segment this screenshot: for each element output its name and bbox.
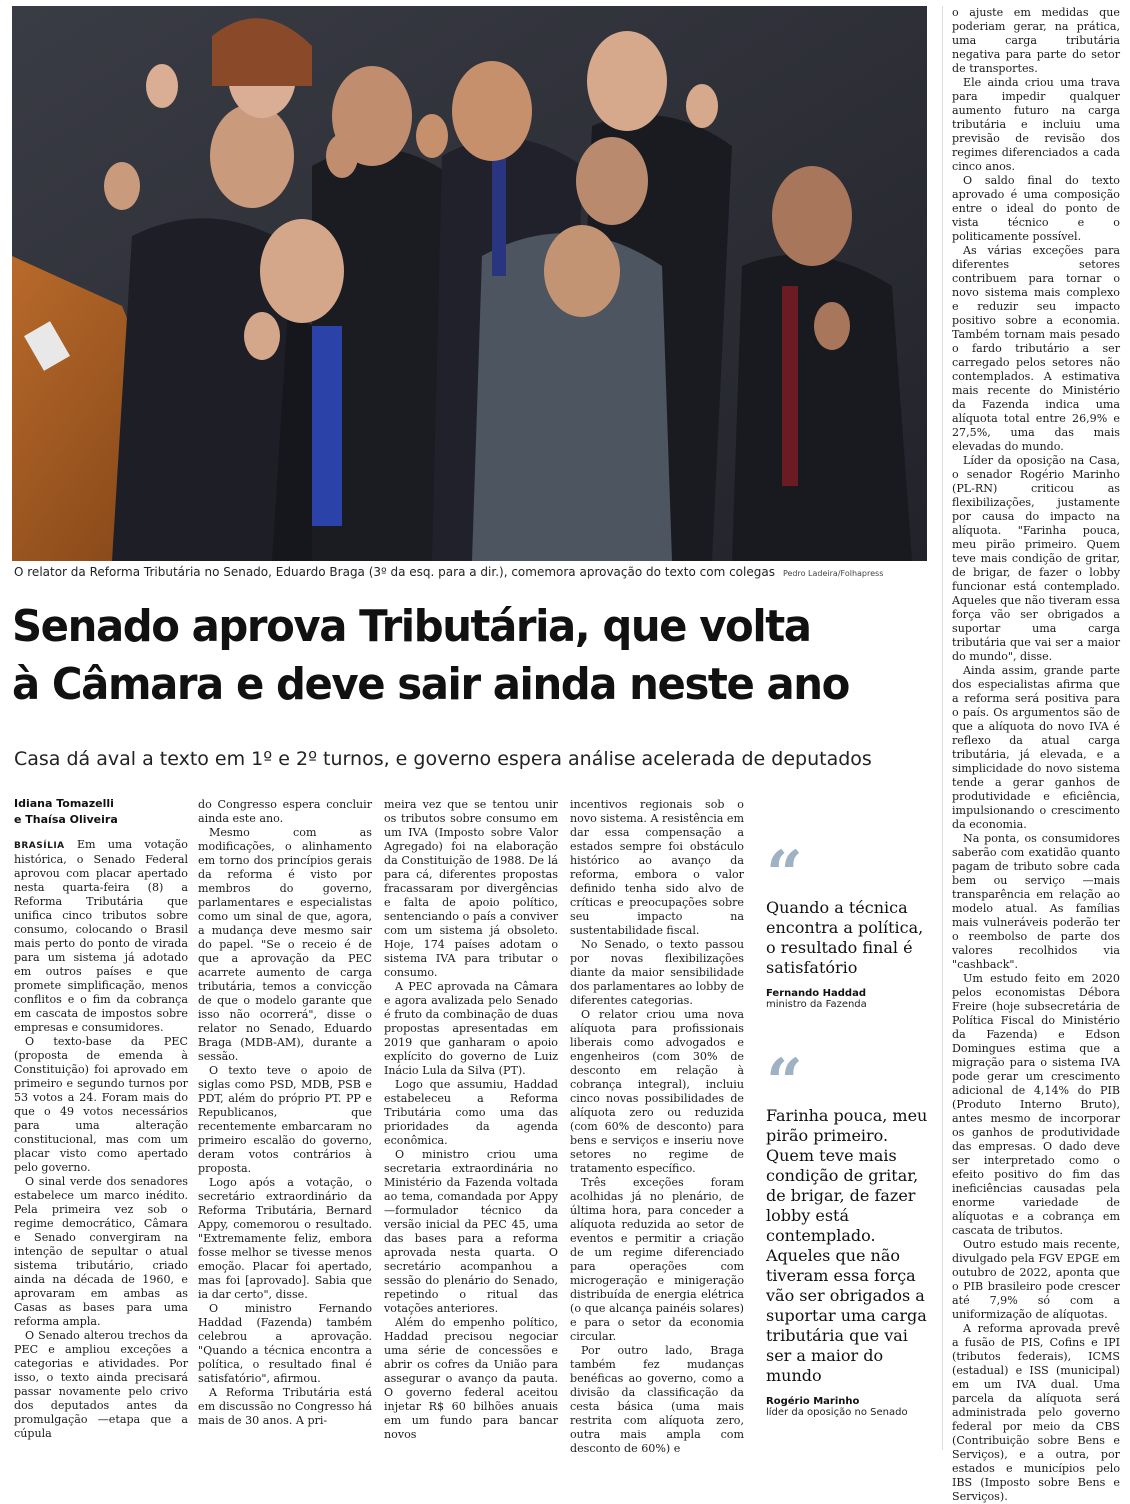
paragraph: Logo após a votação, o secretário extraordinário da Reforma Tributária, Bernard Appy, comemorou o resultado. "Extremamente feliz, embora fosse melhor se tivesse menos emoção. Placar foi apertado, mas foi [aprovado]. Sabia que ia dar certo", disse. [198, 1176, 372, 1301]
pull-quote-haddad [766, 837, 936, 1010]
paragraph: meira vez que se tentou unir os tributos sobre consumo em um IVA (Imposto sobre Valor Agregado) foi na elaboração da Constituição de 1988. De lá para cá, diferentes propostas fracassaram por divergências e falta de apoio político, sentenciando o país a conviver com um sistema já obsoleto. Hoje, 174 países adotam o sistema IVA para tributar o consumo. [384, 798, 558, 979]
paragraph: Líder da oposição na Casa, o senador Rogério Marinho (PL-RN) criticou as flexibilizações, justamente por causa do impacto na alíquota. "Farinha pouca, meu pirão primeiro. Quem teve mais condição de gritar, de brigar, de fazer o lobby funcionar está contemplado. Aqueles que não tiveram essa força vão ser obrigados a suportar uma carga tributária que vai ser a maior do mundo", disse. [952, 454, 1120, 663]
subheadline: Casa dá aval a texto em 1º e 2º turnos, e governo espera análise acelerada de deputados [14, 748, 872, 770]
paragraph: No Senado, o texto passou por novas flexibilizações diante da maior sensibilidade dos parlamentares ao lobby de diferentes categorias. [570, 938, 744, 1007]
photo-credit: Pedro Ladeira/Folhapress [782, 569, 884, 578]
paragraph: A PEC aprovada na Câmara e agora avalizada pelo Senado é fruto da combinação de duas propostas apresentadas em 2019 que ganharam o apoio explícito do governo de Luiz Inácio Lula da Silva (PT). [384, 980, 558, 1077]
quote-author: Fernando Haddad [766, 988, 866, 999]
photo-caption [14, 565, 929, 579]
paragraph: O relator criou uma nova alíquota para profissionais liberais como advogados e engenheiros (com 30% de desconto em relação à cobrança integral), incluiu cinco novas possibilidades de alíquota zero ou reduzida (com 60% de desconto) para bens e serviços e inseriu nove setores no regime de tratamento específico. [570, 1008, 744, 1175]
paragraph: Ainda assim, grande parte dos especialistas afirma que a reforma será positiva para o país. Os argumentos são de que a alíquota do novo IVA é reflexo da atual carga tributária, já elevada, e a simplicidade do novo sistema tende a gerar ganhos de produtividade e eficiência, impulsionando o crescimento da economia. [952, 664, 1120, 831]
paragraph: A reforma aprovada prevê a fusão de PIS, Cofins e IPI (tributos federais), ICMS (estadual) e ISS (municipal) em um IVA dual. Uma parcela da alíquota será administrada pelo governo federal por meio da CBS (Contribuição sobre Bens e Serviços), e a outra, por estados e municípios pelo IBS (Imposto sobre Bens e Serviços). [952, 1322, 1120, 1503]
paragraph: As várias exceções para diferentes setores contribuem para tornar o novo sistema mais complexo e reduzir seu impacto positivo sobre a economia. Também tornam mais pesado o fardo tributário a ser carregado pelos setores não contemplados. A estimativa mais recente do Ministério da Fazenda indica uma alíquota total entre 26,9% e 27,5%, uma das mais elevadas do mundo. [952, 244, 1120, 453]
paragraph: o ajuste em medidas que poderiam gerar, na prática, uma carga tributária negativa para parte do setor de transportes. [952, 6, 1120, 75]
article-column-5 [952, 6, 1120, 1503]
author-1: Idiana Tomazelli [14, 797, 114, 810]
senators-celebration-photo [12, 6, 927, 561]
byline [14, 796, 118, 828]
paragraph: Ele ainda criou uma trava para impedir qualquer aumento futuro na carga tributária e incluiu uma previsão de revisão dos regimes diferenciados a cada cinco anos. [952, 76, 1120, 173]
paragraph: O ministro Fernando Haddad (Fazenda) também celebrou a aprovação. "Quando a técnica encontra a política, o resultado final é satisfatório", afirmou. [198, 1302, 372, 1385]
quote-author-role: líder da oposição no Senado [766, 1407, 908, 1418]
news-photo [12, 6, 927, 561]
paragraph: O ministro criou uma secretaria extraordinária no Ministério da Fazenda voltada ao tema, comandada por Appy —formulador técnico da versão inicial da PEC 45, uma das bases para a reforma aprovada nesta quarta. O secretário acompanhou a sessão do plenário do Senado, repetindo o ritual das votações anteriores. [384, 1148, 558, 1315]
quote-author-role: ministro da Fazenda [766, 999, 867, 1010]
paragraph: Três exceções foram acolhidas já no plenário, de última hora, para conceder a alíquota reduzida ao setor de eventos e permitir a criação de um regime diferenciado para operações com microgeração e minigeração distribuída de energia elétrica (o que alcança painéis solares) e para o setor da economia circular. [570, 1176, 744, 1343]
caption-text: O relator da Reforma Tributária no Senado, Eduardo Braga (3º da esq. para a dir.), comemora aprovação do texto com colegas [14, 565, 775, 579]
paragraph: do Congresso espera concluir ainda este ano. [198, 798, 372, 825]
paragraph: Logo que assumiu, Haddad estabeleceu a Reforma Tributária como uma das prioridades da agenda econômica. [384, 1078, 558, 1147]
headline-line-2: à Câmara e deve sair ainda neste ano [12, 659, 849, 710]
article-column-2 [198, 798, 372, 1450]
article-column-4 [570, 798, 744, 1455]
quote-mark-icon: “ [766, 837, 803, 912]
paragraph: O saldo final do texto aprovado é uma composição entre o ideal do ponto de vista técnico e o politicamente possível. [952, 174, 1120, 243]
paragraph [14, 838, 188, 1035]
paragraph: Por outro lado, Braga também fez mudanças benéficas ao governo, como a divisão da classificação da cesta básica (uma mais restrita com alíquota zero, outra mais ampla com desconto de 60%) e [570, 1344, 744, 1455]
paragraph-text: Em uma votação histórica, o Senado Federal aprovou com placar apertado nesta quarta-feira (8) a Reforma Tributária que unifica cinco tributos sobre consumo, colocando o Brasil mais perto do ponto de virada para um sistema já adotado em outros países e que promete simplificação, menos conflitos e o fim da cobrança em cascata de impostos sobre empresas e consumidores. [14, 838, 188, 1034]
paragraph: O Senado alterou trechos da PEC e ampliou exceções a categorias e atividades. Por isso, o texto ainda precisará passar novamente pelo crivo dos deputados antes da promulgação —etapa que a cúpula [14, 1329, 188, 1440]
column-divider [942, 6, 943, 1450]
paragraph: Outro estudo mais recente, divulgado pela FGV EPGE em outubro de 2022, aponta que o PIB brasileiro pode crescer até 7,9% só com a uniformização de alíquotas. [952, 1238, 1120, 1321]
paragraph: O texto teve o apoio de siglas como PSD, MDB, PSB e PDT, além do próprio PT. PP e Republicanos, que recentemente embarcaram no primeiro escalão do governo, deram votos contrários à proposta. [198, 1064, 372, 1175]
paragraph: Na ponta, os consumidores saberão com exatidão quanto pagam de tributo sobre cada bem ou serviço —mais transparência em relação ao modelo atual. As famílias mais vulneráveis poderão ter o reembolso de parte dos valores recolhidos via "cashback". [952, 832, 1120, 971]
author-2: e Thaísa Oliveira [14, 813, 118, 826]
quote-text: Farinha pouca, meu pirão primeiro. Quem teve mais condição de gritar, de brigar, de fazer lobby está contemplado. Aqueles que não tiveram essa força vão ser obrigados a suportar uma carga tributária que vai ser a maior do mundo [766, 1106, 928, 1385]
headline [12, 598, 886, 714]
headline-line-1: Senado aprova Tributária, que volta [12, 601, 811, 652]
quote-mark-icon: “ [766, 1045, 803, 1120]
article-column-1 [14, 838, 188, 1450]
dateline: BRASÍLIA [14, 841, 65, 851]
paragraph: O sinal verde dos senadores estabelece um marco inédito. Pela primeira vez sob o regime democrático, Câmara e Senado convergiram na intenção de sepultar o atual sistema tributário, criado ainda na década de 1960, e aprovaram em ambas as Casas as bases para uma reforma ampla. [14, 1175, 188, 1328]
quote-text: Quando a técnica encontra a política, o resultado final é satisfatório [766, 898, 924, 977]
paragraph: incentivos regionais sob o novo sistema. A resistência em dar essa compensação a estados sempre foi obstáculo histórico ao avanço da reforma, embora o valor definido tenha sido alvo de críticas e preocupações sobre seu impacto na sustentabilidade fiscal. [570, 798, 744, 937]
paragraph: O texto-base da PEC (proposta de emenda à Constituição) foi aprovado em primeiro e segundo turnos por 53 votos a 24. Foram mais do que o 49 votos necessários para uma alteração constitucional, mas com um placar visto como apertado pelo governo. [14, 1035, 188, 1174]
paragraph: Além do empenho político, Haddad precisou negociar uma série de concessões e abrir os cofres da União para assegurar o avanço da pauta. O governo federal aceitou injetar R$ 60 bilhões anuais em um fundo para bancar novos [384, 1316, 558, 1441]
paragraph: A Reforma Tributária está em discussão no Congresso há mais de 30 anos. A pri- [198, 1386, 372, 1427]
article-column-3 [384, 798, 558, 1450]
paragraph: Um estudo feito em 2020 pelos economistas Débora Freire (hoje subsecretária de Política Fiscal do Ministério da Fazenda) e Edson Domingues estima que a migração para o sistema IVA pode gerar um crescimento adicional de 4,14% do PIB (Produto Interno Bruto), antes mesmo de incorporar os ganhos de produtividade das empresas. O dado deve ser interpretado como o efeito positivo do fim das ineficiências causadas pela enorme variedade de alíquotas e a cobrança em cascata de tributos. [952, 972, 1120, 1237]
paragraph: Mesmo com as modificações, o alinhamento em torno dos princípios gerais da reforma é visto por membros do governo, parlamentares e especialistas como um sinal de que, agora, a mudança deve mesmo sair do papel. "Se o receio é de que a aprovação da PEC acarrete aumento de carga tributária, temos a convicção de que o modelo garante que isso não ocorrerá", disse o relator no Senado, Eduardo Braga (MDB-AM), durante a sessão. [198, 826, 372, 1063]
quote-author: Rogério Marinho [766, 1396, 860, 1407]
pull-quote-marinho [766, 1045, 936, 1418]
